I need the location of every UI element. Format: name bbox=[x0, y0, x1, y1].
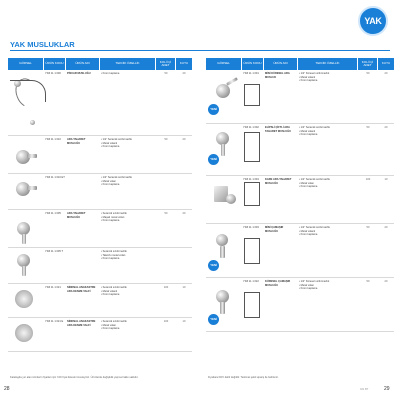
product-name: PİSUAR MUSLUĞU bbox=[67, 72, 91, 75]
ball-valve-icon bbox=[216, 84, 230, 98]
spec-item: • Metal volanlı bbox=[299, 130, 357, 134]
spec-item: • Metal volan bbox=[299, 284, 357, 288]
table-row bbox=[8, 210, 192, 248]
box-qty: 20 bbox=[384, 126, 388, 129]
spec-item: • Krom kaplama bbox=[101, 219, 155, 223]
product-image bbox=[206, 124, 242, 175]
spec-item: • Metal volanlı bbox=[299, 230, 357, 234]
spec-item: • Krom kaplama bbox=[101, 183, 155, 187]
header-code: ÜRÜN KODU bbox=[242, 58, 264, 70]
spec-item: • Seramik sızdırmazlık bbox=[101, 250, 155, 254]
table-header bbox=[8, 58, 192, 70]
product-code: YDZ 11 1 004 bbox=[243, 178, 259, 181]
spec-item: • Takozlu metal volan bbox=[101, 254, 155, 258]
lever-handle-icon bbox=[226, 77, 238, 86]
header-name: ÜRÜN ADI bbox=[66, 58, 100, 70]
table-row bbox=[206, 224, 394, 278]
right-product-table bbox=[206, 58, 394, 332]
brand-logo bbox=[358, 6, 388, 36]
spec-item: • Krom kaplama bbox=[299, 185, 357, 189]
product-image bbox=[8, 174, 44, 209]
product-code: YDZ 11 1 001 bbox=[243, 72, 259, 75]
new-badge: YENİ bbox=[208, 104, 219, 115]
pack-qty: 100 bbox=[163, 320, 169, 323]
product-name: MİNİ ÇAMAŞIR MUSLUĞU bbox=[265, 226, 284, 233]
spec-item: • Metal volanlı bbox=[101, 290, 155, 294]
spec-item: • 1/2" Seramik sızdırmazlık bbox=[101, 138, 155, 142]
box-qty bbox=[176, 248, 192, 283]
box-qty: 20 bbox=[182, 138, 186, 141]
spec-item: • Krom kaplama bbox=[101, 257, 155, 261]
valve-knob-icon bbox=[226, 194, 236, 204]
product-name bbox=[66, 248, 100, 283]
spec-item: • Krom kaplama bbox=[299, 233, 357, 237]
product-name: KÜRESEL ÇAMAŞIR MUSLUĞU bbox=[265, 280, 291, 287]
valve-body-icon bbox=[220, 302, 225, 314]
header-code: ÜRÜN KODU bbox=[44, 58, 66, 70]
valve-body-icon bbox=[27, 154, 37, 158]
header-name: ÜRÜN ADI bbox=[264, 58, 298, 70]
product-desc bbox=[100, 70, 156, 135]
pack-qty: 50 bbox=[366, 226, 370, 229]
pack-qty: 50 bbox=[366, 126, 370, 129]
header-box: KUTU bbox=[381, 61, 391, 66]
pack-qty bbox=[156, 174, 176, 209]
table-row bbox=[8, 318, 192, 352]
product-name bbox=[66, 174, 100, 209]
spec-item: • Metal volan bbox=[299, 182, 357, 186]
product-image bbox=[206, 70, 242, 123]
spec-item: • Metal volanlı bbox=[299, 76, 357, 80]
product-desc bbox=[100, 174, 156, 209]
spec-item: • Krom kaplama bbox=[299, 133, 357, 137]
product-desc bbox=[298, 124, 358, 175]
box-qty: 20 bbox=[384, 72, 388, 75]
valve-body-icon bbox=[27, 186, 37, 190]
spec-item: • 1/2" Seramik sızdırmazlık bbox=[101, 176, 155, 180]
pack-qty bbox=[156, 248, 176, 283]
spec-item: • Krom kaplama bbox=[299, 79, 357, 83]
product-name: ARA TAHARET MUSLUĞU bbox=[67, 138, 86, 145]
product-image bbox=[8, 136, 44, 173]
table-row bbox=[8, 284, 192, 318]
spec-item: • Metal volan bbox=[101, 180, 155, 184]
valve-body-icon bbox=[22, 266, 26, 276]
product-name: KARE ARA TAHARET MUSLUĞU bbox=[265, 178, 292, 185]
box-qty bbox=[176, 174, 192, 209]
spec-item: • Krom kaplama bbox=[101, 327, 155, 331]
pack-qty: 100 bbox=[163, 286, 169, 289]
product-image bbox=[206, 278, 242, 331]
table-row bbox=[8, 174, 192, 210]
box-qty: 10 bbox=[182, 320, 186, 323]
box-qty: 20 bbox=[182, 212, 186, 215]
product-image bbox=[206, 224, 242, 277]
pack-qty: 50 bbox=[366, 72, 370, 75]
spec-item: • 1/2" Seramik sızdırmazlık bbox=[299, 178, 357, 182]
valve-body-icon bbox=[220, 246, 225, 258]
product-code: YDZ 11 1 000 bbox=[45, 72, 61, 75]
spec-item: • Seramik sızdırmazlık bbox=[101, 320, 155, 324]
product-image bbox=[8, 284, 44, 317]
concealed-valve-icon bbox=[15, 290, 33, 308]
product-desc bbox=[100, 136, 156, 173]
header-desc: TEKNİK ÖZELLİK bbox=[298, 58, 358, 70]
logo-text: YAK bbox=[364, 16, 382, 26]
technical-drawing bbox=[244, 238, 260, 264]
pack-qty: 50 bbox=[366, 280, 370, 283]
pack-qty: 50 bbox=[164, 72, 168, 75]
valve-body-icon bbox=[221, 144, 225, 156]
pipe-end-icon bbox=[30, 120, 35, 125]
washing-machine-valve-icon bbox=[216, 234, 228, 246]
technical-drawing bbox=[244, 182, 260, 206]
product-image bbox=[8, 318, 44, 351]
spec-item: • 1/2" Seramik sızdırmazlık bbox=[299, 226, 357, 230]
page-title: YAK MUSLUKLAR bbox=[10, 40, 75, 49]
product-code: YDZ 11 1 010 bbox=[45, 138, 61, 141]
table-header bbox=[206, 58, 394, 70]
table-row bbox=[8, 248, 192, 284]
product-desc bbox=[100, 284, 156, 317]
page-number-left: 28 bbox=[4, 386, 10, 392]
table-row bbox=[206, 70, 394, 124]
product-desc bbox=[100, 318, 156, 351]
product-desc bbox=[298, 176, 358, 223]
concealed-valve-icon bbox=[15, 324, 33, 342]
technical-drawing bbox=[244, 292, 260, 318]
reference-code: 021 BT bbox=[360, 388, 369, 391]
title-divider bbox=[10, 50, 390, 51]
header-desc: TEKNİK ÖZELLİK bbox=[100, 58, 156, 70]
table-row bbox=[206, 278, 394, 332]
spec-item: • Seramik sızdırmazlık bbox=[101, 212, 155, 216]
spec-item: • 1/2" Küresel sızdırmazlık bbox=[299, 280, 357, 284]
product-code: YDZ 11 1 022 bbox=[243, 280, 259, 283]
product-image bbox=[8, 248, 44, 283]
spec-item: • Metal volan bbox=[101, 324, 155, 328]
box-qty: 20 bbox=[384, 280, 388, 283]
header-box: KUTU bbox=[179, 61, 189, 66]
table-row bbox=[206, 176, 394, 224]
product-image bbox=[206, 176, 242, 223]
product-name: ARA TAHARET MUSLUĞU bbox=[67, 212, 86, 219]
product-desc bbox=[298, 224, 358, 277]
product-desc bbox=[100, 248, 156, 283]
new-badge: YENİ bbox=[208, 314, 219, 325]
table-row bbox=[206, 124, 394, 176]
header-image: GÖRSEL bbox=[8, 58, 44, 70]
product-desc bbox=[100, 210, 156, 247]
technical-drawing bbox=[244, 132, 260, 162]
technical-drawing bbox=[244, 84, 260, 106]
spec-item: • Krom kaplama bbox=[101, 293, 155, 297]
footnote-left: Katalogda yer alan ürünlerin fiyatları için YAK fiyat listesini inceleyiniz. Ürünlerde değişiklik yapma hakkı saklıdır. bbox=[10, 376, 139, 379]
footnote-right: Fiyatlara KDV dahil değildir. Teslimat şekli sipariş ile belirlenir. bbox=[208, 376, 279, 379]
product-name: SİNKNAL ANAKASTRE ARA KESME VALFİ bbox=[67, 320, 96, 327]
product-code: YDZ 11 1 021 E bbox=[45, 320, 64, 323]
page-number-right: 29 bbox=[384, 386, 390, 392]
product-code: YDZ 11 1 002 bbox=[243, 126, 259, 129]
technical-drawing bbox=[10, 80, 46, 102]
product-code: YDZ 11 1 010 ET bbox=[45, 176, 65, 179]
table-row bbox=[8, 136, 192, 174]
spec-item: • Krom kaplama bbox=[299, 287, 357, 291]
left-product-table bbox=[8, 58, 192, 352]
pack-qty: 50 bbox=[164, 212, 168, 215]
box-qty: 20 bbox=[384, 226, 388, 229]
pack-qty: 50 bbox=[164, 138, 168, 141]
product-name: SİNKNAL ANAKASTRE ARA KESME VALFİ bbox=[67, 286, 96, 293]
product-name: ELİPSLİ ÇİFTLİ ARA TAHARET MUSLUĞU bbox=[265, 126, 292, 133]
spec-item: • 1/2" Küresel sızdırmazlık bbox=[299, 72, 357, 76]
box-qty: 20 bbox=[182, 72, 186, 75]
product-image bbox=[8, 210, 44, 247]
product-name: MİNİ KÜRESEL ARA MUSLUK bbox=[265, 72, 290, 79]
new-badge: YENİ bbox=[208, 154, 219, 165]
product-desc bbox=[298, 70, 358, 123]
spec-item: • Metal volanlı bbox=[101, 142, 155, 146]
spec-item: • Maşalı metal volan bbox=[101, 216, 155, 220]
box-qty: 10 bbox=[182, 286, 186, 289]
spec-item: • Seramik sızdırmazlık bbox=[101, 286, 155, 290]
spec-item: • Krom kaplama bbox=[101, 72, 155, 76]
new-badge: YENİ bbox=[208, 260, 219, 271]
product-desc bbox=[298, 278, 358, 331]
header-pack: KOLİ İÇİ ADET bbox=[358, 58, 378, 70]
product-code: YDZ 11 1 005 bbox=[45, 212, 61, 215]
product-code: YDZ 11 1 003 bbox=[243, 226, 259, 229]
product-code: YDZ 11 1 021 bbox=[45, 286, 61, 289]
header-pack: KOLİ İÇİ ADET bbox=[156, 58, 176, 70]
spec-item: • 1/2" Seramik sızdırmazlık bbox=[299, 126, 357, 130]
product-code: YDZ 11 1 005 T bbox=[45, 250, 64, 253]
spec-item: • Krom kaplama bbox=[101, 145, 155, 149]
valve-body-icon bbox=[22, 234, 26, 244]
header-image: GÖRSEL bbox=[206, 58, 242, 70]
pack-qty: 100 bbox=[365, 178, 371, 181]
table-row bbox=[8, 70, 192, 136]
box-qty: 10 bbox=[384, 178, 388, 181]
